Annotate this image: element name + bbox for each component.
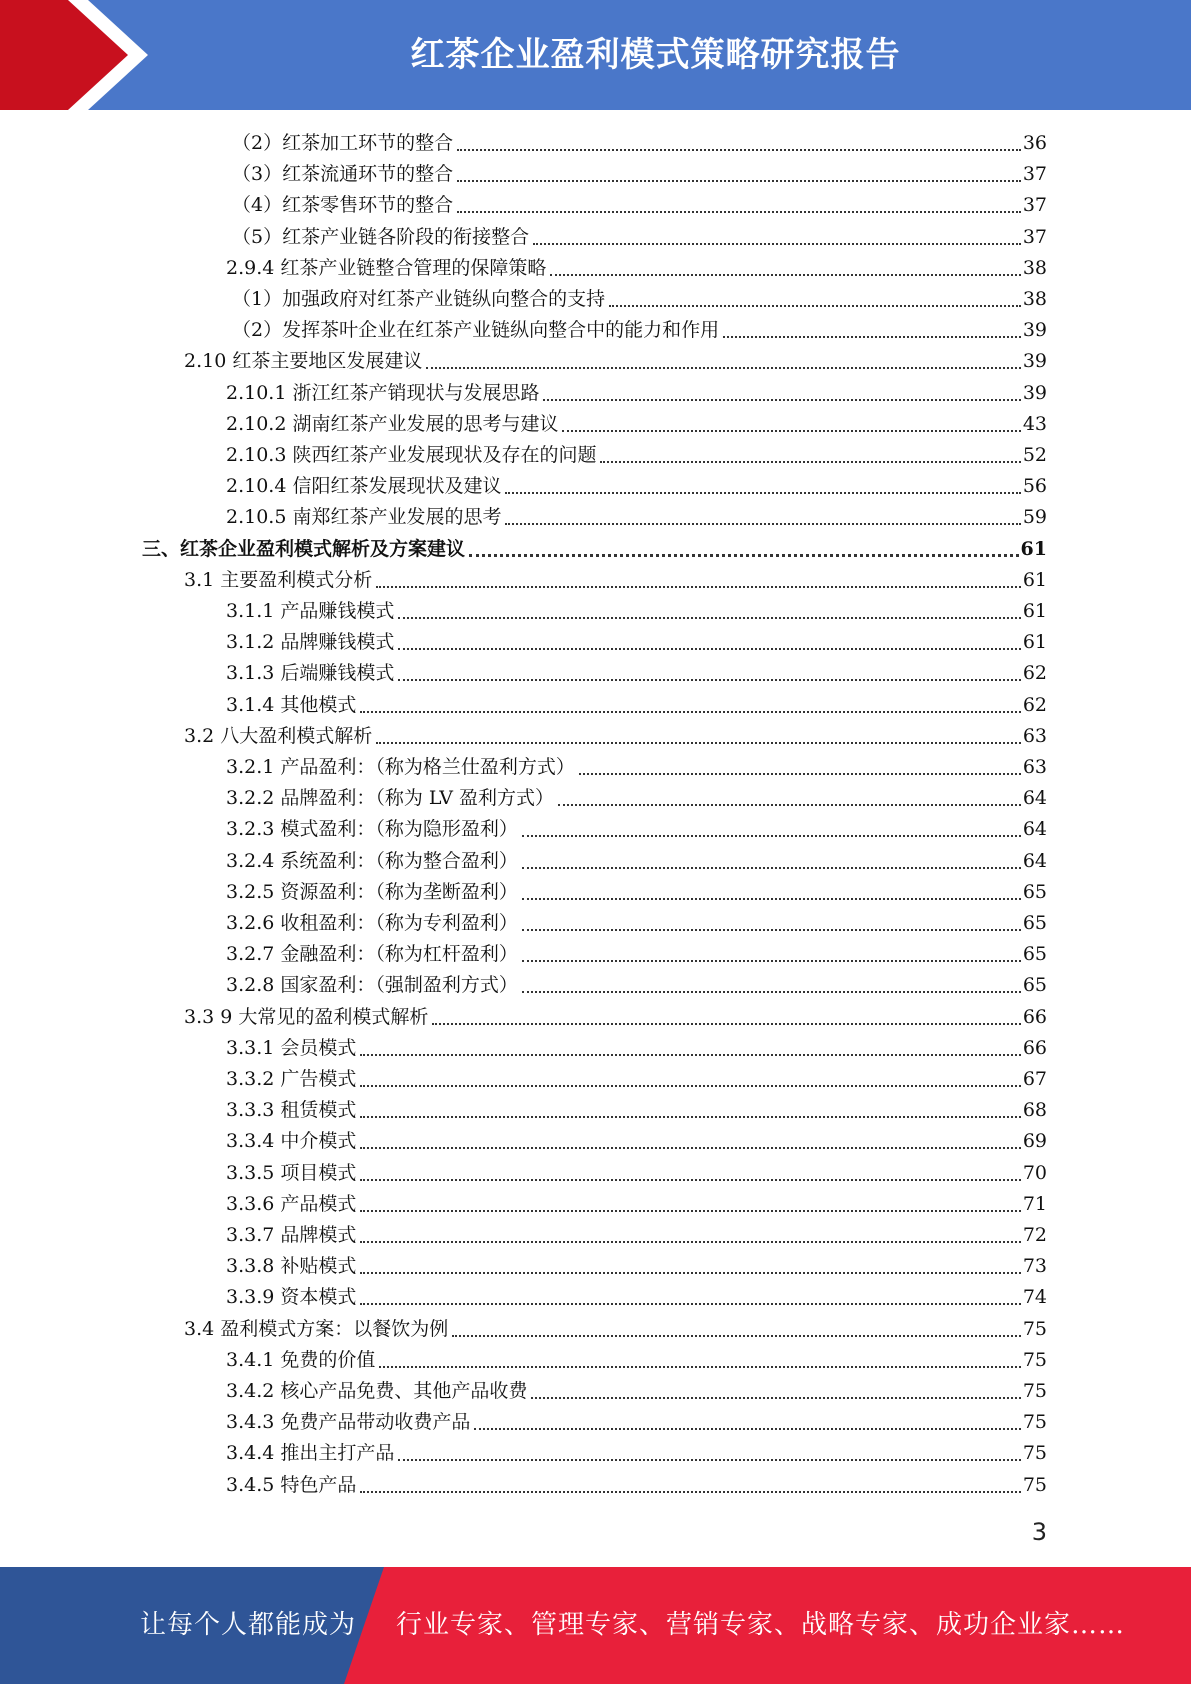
toc-entry[interactable] (226, 1220, 1047, 1251)
toc-entry-title: （3）红茶流通环节的整合 (232, 163, 454, 186)
toc-entry[interactable] (232, 315, 1047, 346)
toc-dot-leader (562, 430, 1020, 432)
toc-entry[interactable] (226, 1126, 1047, 1157)
toc-dot-leader (522, 929, 1021, 931)
toc-entry-title: 3.4.2 核心产品免费、其他产品收费 (226, 1380, 528, 1402)
toc-entry-title: （1）加强政府对红茶产业链纵向整合的支持 (232, 288, 606, 310)
toc-entry[interactable] (226, 752, 1047, 783)
toc-dot-leader (457, 180, 1021, 182)
toc-entry-page: 43 (1022, 412, 1047, 435)
toc-dot-leader (360, 1210, 1020, 1212)
toc-dot-leader (426, 367, 1020, 369)
toc-entry-page: 63 (1022, 756, 1047, 778)
toc-entry-title: 三、红茶企业盈利模式解析及方案建议 (142, 537, 466, 560)
toc-dot-leader (452, 1335, 1021, 1337)
toc-entry-title: 3.3.5 项目模式 (226, 1161, 357, 1184)
toc-entry-title: 3.1.3 后端赚钱模式 (226, 662, 395, 685)
toc-entry-page: 66 (1022, 1005, 1047, 1028)
toc-dot-leader (469, 554, 1019, 557)
toc-entry-page: 36 (1022, 132, 1047, 154)
page-footer (0, 1567, 1191, 1684)
toc-dot-leader (600, 461, 1020, 463)
toc-entry-title: 2.10.5 南郑红茶产业发展的思考 (226, 506, 502, 529)
toc-entry-title: 3.2.6 收租盈利：（称为专利盈利） (226, 912, 518, 934)
toc-entry[interactable] (226, 1158, 1047, 1189)
footer-slogan-right: 行业专家、管理专家、营销专家、战略专家、成功企业家…… (396, 1610, 1126, 1640)
toc-entry-title: 3.2.3 模式盈利：（称为隐形盈利） (226, 818, 518, 841)
toc-entry[interactable] (226, 1282, 1047, 1313)
toc-entry[interactable] (184, 565, 1047, 596)
toc-entry-page: 75 (1022, 1348, 1047, 1371)
toc-dot-leader (398, 1459, 1020, 1461)
toc-entry-title: 3.1.4 其他模式 (226, 693, 357, 716)
toc-dot-leader (376, 742, 1021, 744)
toc-entry-title: 3.2 八大盈利模式解析 (184, 724, 373, 747)
toc-entry[interactable] (226, 253, 1047, 284)
toc-entry-page: 75 (1022, 1317, 1047, 1340)
toc-entry-title: 3.3.9 资本模式 (226, 1286, 357, 1309)
toc-entry[interactable] (226, 378, 1047, 409)
toc-entry[interactable] (226, 1407, 1047, 1438)
toc-entry-page: 61 (1020, 537, 1047, 560)
page-header (0, 0, 1191, 110)
toc-entry[interactable] (226, 1376, 1047, 1407)
page-number: 3 (1031, 1518, 1047, 1546)
toc-entry-page: 68 (1022, 1099, 1047, 1122)
toc-entry[interactable] (226, 783, 1047, 814)
toc-dot-leader (360, 1241, 1020, 1243)
toc-entry[interactable] (226, 1033, 1047, 1064)
toc-dot-leader (723, 336, 1021, 338)
toc-entry-title: 3.1.2 品牌赚钱模式 (226, 631, 395, 654)
toc-entry-page: 38 (1022, 288, 1047, 310)
toc-entry-title: 3.4.1 免费的价值 (226, 1348, 376, 1371)
toc-entry-page: 52 (1022, 444, 1047, 466)
footer-slogan-left: 让每个人都能成为 (140, 1610, 357, 1640)
toc-dot-leader (432, 1023, 1020, 1025)
toc-dot-leader (360, 1116, 1020, 1118)
toc-entry[interactable] (226, 846, 1047, 877)
toc-entry[interactable] (184, 1314, 1047, 1345)
toc-entry[interactable] (226, 814, 1047, 845)
toc-entry-title: 3.2.2 品牌盈利：（称为 LV 盈利方式） (226, 787, 555, 810)
toc-dot-leader (474, 1428, 1020, 1430)
toc-entry-title: 2.10.3 陕西红茶产业发展现状及存在的问题 (226, 444, 597, 466)
toc-entry-title: 3.3.6 产品模式 (226, 1192, 357, 1215)
toc-entry[interactable] (226, 908, 1047, 939)
toc-entry-title: 3.3.1 会员模式 (226, 1036, 357, 1059)
toc-entry-page: 65 (1022, 912, 1047, 934)
toc-dot-leader (398, 648, 1020, 650)
toc-entry-title: 3.3.3 租赁模式 (226, 1099, 357, 1122)
toc-entry-title: 3.4.4 推出主打产品 (226, 1442, 395, 1465)
toc-entry-page: 65 (1022, 943, 1047, 966)
toc-entry-page: 72 (1022, 1224, 1047, 1246)
toc-dot-leader (360, 1054, 1020, 1056)
toc-dot-leader (522, 867, 1021, 869)
toc-entry-page: 61 (1022, 568, 1047, 591)
toc-entry[interactable] (226, 1470, 1047, 1501)
toc-dot-leader (457, 211, 1021, 213)
toc-dot-leader (533, 243, 1021, 245)
toc-entry[interactable] (226, 502, 1047, 533)
toc-entry[interactable] (226, 440, 1047, 471)
toc-entry-title: 2.10.4 信阳红茶发展现状及建议 (226, 475, 502, 498)
toc-entry-title: 3.1.1 产品赚钱模式 (226, 600, 395, 622)
toc-entry-page: 71 (1022, 1192, 1047, 1215)
toc-entry-page: 39 (1022, 381, 1047, 404)
toc-entry-page: 39 (1022, 350, 1047, 373)
toc-entry-title: 3.1 主要盈利模式分析 (184, 568, 373, 591)
toc-entry-page: 37 (1022, 225, 1047, 248)
toc-dot-leader (398, 617, 1020, 619)
toc-entry-page: 62 (1022, 693, 1047, 716)
toc-entry-page: 38 (1022, 256, 1047, 279)
toc-entry-title: （2）发挥茶叶企业在红茶产业链纵向整合中的能力和作用 (232, 319, 720, 342)
header-arrow-decoration (0, 0, 170, 110)
toc-entry[interactable] (232, 190, 1047, 221)
toc-entry-page: 66 (1022, 1036, 1047, 1059)
toc-dot-leader (522, 991, 1021, 993)
toc-entry-title: 3.2.8 国家盈利：（强制盈利方式） (226, 974, 518, 997)
toc-entry-page: 73 (1022, 1255, 1047, 1278)
toc-entry[interactable] (226, 877, 1047, 908)
toc-dot-leader (505, 492, 1020, 494)
toc-entry-page: 37 (1022, 163, 1047, 186)
toc-entry[interactable] (226, 939, 1047, 970)
toc-entry-page: 56 (1022, 475, 1047, 498)
toc-entry-page: 64 (1022, 849, 1047, 872)
toc-entry-page: 69 (1022, 1130, 1047, 1153)
toc-entry-page: 75 (1022, 1380, 1047, 1402)
toc-entry-title: 3.2.1 产品盈利：（称为格兰仕盈利方式） (226, 756, 575, 778)
toc-entry-page: 70 (1022, 1161, 1047, 1184)
toc-entry[interactable] (226, 1189, 1047, 1220)
toc-entry-title: 3.3 9 大常见的盈利模式解析 (184, 1005, 429, 1028)
toc-dot-leader (360, 711, 1020, 713)
toc-entry-title: （2）红茶加工环节的整合 (232, 132, 454, 154)
toc-entry-title: 3.3.8 补贴模式 (226, 1255, 357, 1278)
toc-dot-leader (360, 1303, 1020, 1305)
toc-entry[interactable] (226, 658, 1047, 689)
toc-dot-leader (360, 1085, 1020, 1087)
toc-entry[interactable] (226, 690, 1047, 721)
toc-entry-page: 64 (1022, 818, 1047, 841)
toc-dot-leader (579, 773, 1021, 775)
toc-dot-leader (376, 586, 1021, 588)
toc-entry-page: 61 (1022, 631, 1047, 654)
toc-entry-title: 3.4.3 免费产品带动收费产品 (226, 1411, 471, 1434)
toc-entry-page: 74 (1022, 1286, 1047, 1309)
toc-entry-title: 3.4 盈利模式方案：以餐饮为例 (184, 1317, 449, 1340)
toc-entry-title: 2.10.1 浙江红茶产销现状与发展思路 (226, 381, 540, 404)
toc-entry[interactable] (226, 970, 1047, 1001)
toc-entry-title: 3.4.5 特色产品 (226, 1473, 357, 1496)
toc-entry[interactable] (226, 1251, 1047, 1282)
toc-entry[interactable] (184, 346, 1047, 377)
toc-entry[interactable] (226, 596, 1047, 627)
toc-entry-title: 2.10 红茶主要地区发展建议 (184, 350, 423, 373)
toc-entry-title: （5）红茶产业链各阶段的衔接整合 (232, 225, 530, 248)
toc-entry[interactable] (142, 534, 1047, 565)
toc-entry[interactable] (232, 284, 1047, 315)
toc-dot-leader (360, 1491, 1020, 1493)
toc-entry-title: 3.2.5 资源盈利：（称为垄断盈利） (226, 880, 518, 903)
toc-entry-page: 75 (1022, 1473, 1047, 1496)
toc-entry-page: 65 (1022, 880, 1047, 903)
toc-entry-page: 67 (1022, 1068, 1047, 1090)
toc-entry[interactable] (232, 222, 1047, 253)
toc-entry-page: 75 (1022, 1411, 1047, 1434)
toc-entry-page: 75 (1022, 1442, 1047, 1465)
toc-dot-leader (550, 274, 1020, 276)
toc-dot-leader (522, 835, 1021, 837)
toc-dot-leader (543, 399, 1020, 401)
toc-dot-leader (379, 1366, 1020, 1368)
toc-entry[interactable] (226, 409, 1047, 440)
toc-dot-leader (457, 149, 1021, 151)
toc-dot-leader (522, 898, 1021, 900)
toc-entry[interactable] (226, 627, 1047, 658)
toc-entry-page: 63 (1022, 724, 1047, 747)
toc-entry-title: 3.3.7 品牌模式 (226, 1224, 357, 1246)
toc-entry-title: 2.10.2 湖南红茶产业发展的思考与建议 (226, 412, 559, 435)
toc-dot-leader (609, 305, 1021, 307)
toc-entry-title: 3.2.7 金融盈利：（称为杠杆盈利） (226, 943, 518, 966)
toc-entry[interactable] (184, 1002, 1047, 1033)
toc-entry[interactable] (226, 1345, 1047, 1376)
toc-entry-title: 3.3.4 中介模式 (226, 1130, 357, 1153)
toc-entry[interactable] (232, 128, 1047, 159)
toc-dot-leader (360, 1179, 1020, 1181)
toc-dot-leader (522, 960, 1021, 962)
toc-entry[interactable] (226, 471, 1047, 502)
toc-entry-title: （4）红茶零售环节的整合 (232, 194, 454, 217)
toc-dot-leader (558, 804, 1021, 806)
toc-dot-leader (398, 679, 1020, 681)
document-title: 红茶企业盈利模式策略研究报告 (410, 35, 901, 75)
toc-entry-title: 3.2.4 系统盈利：（称为整合盈利） (226, 849, 518, 872)
toc-dot-leader (360, 1272, 1020, 1274)
toc-entry[interactable] (184, 721, 1047, 752)
toc-entry[interactable] (226, 1095, 1047, 1126)
toc-entry-title: 3.3.2 广告模式 (226, 1068, 357, 1090)
toc-entry-page: 37 (1022, 194, 1047, 217)
toc-entry-page: 62 (1022, 662, 1047, 685)
toc-entry[interactable] (226, 1438, 1047, 1469)
toc-dot-leader (505, 523, 1020, 525)
toc-entry-page: 65 (1022, 974, 1047, 997)
toc-dot-leader (360, 1147, 1020, 1149)
toc-entry-page: 64 (1022, 787, 1047, 810)
toc-entry-page: 61 (1022, 600, 1047, 622)
toc-entry[interactable] (232, 159, 1047, 190)
toc-dot-leader (531, 1397, 1020, 1399)
toc-entry-page: 39 (1022, 319, 1047, 342)
toc-entry[interactable] (226, 1064, 1047, 1095)
toc-entry-title: 2.9.4 红茶产业链整合管理的保障策略 (226, 256, 547, 279)
toc-entry-page: 59 (1022, 506, 1047, 529)
